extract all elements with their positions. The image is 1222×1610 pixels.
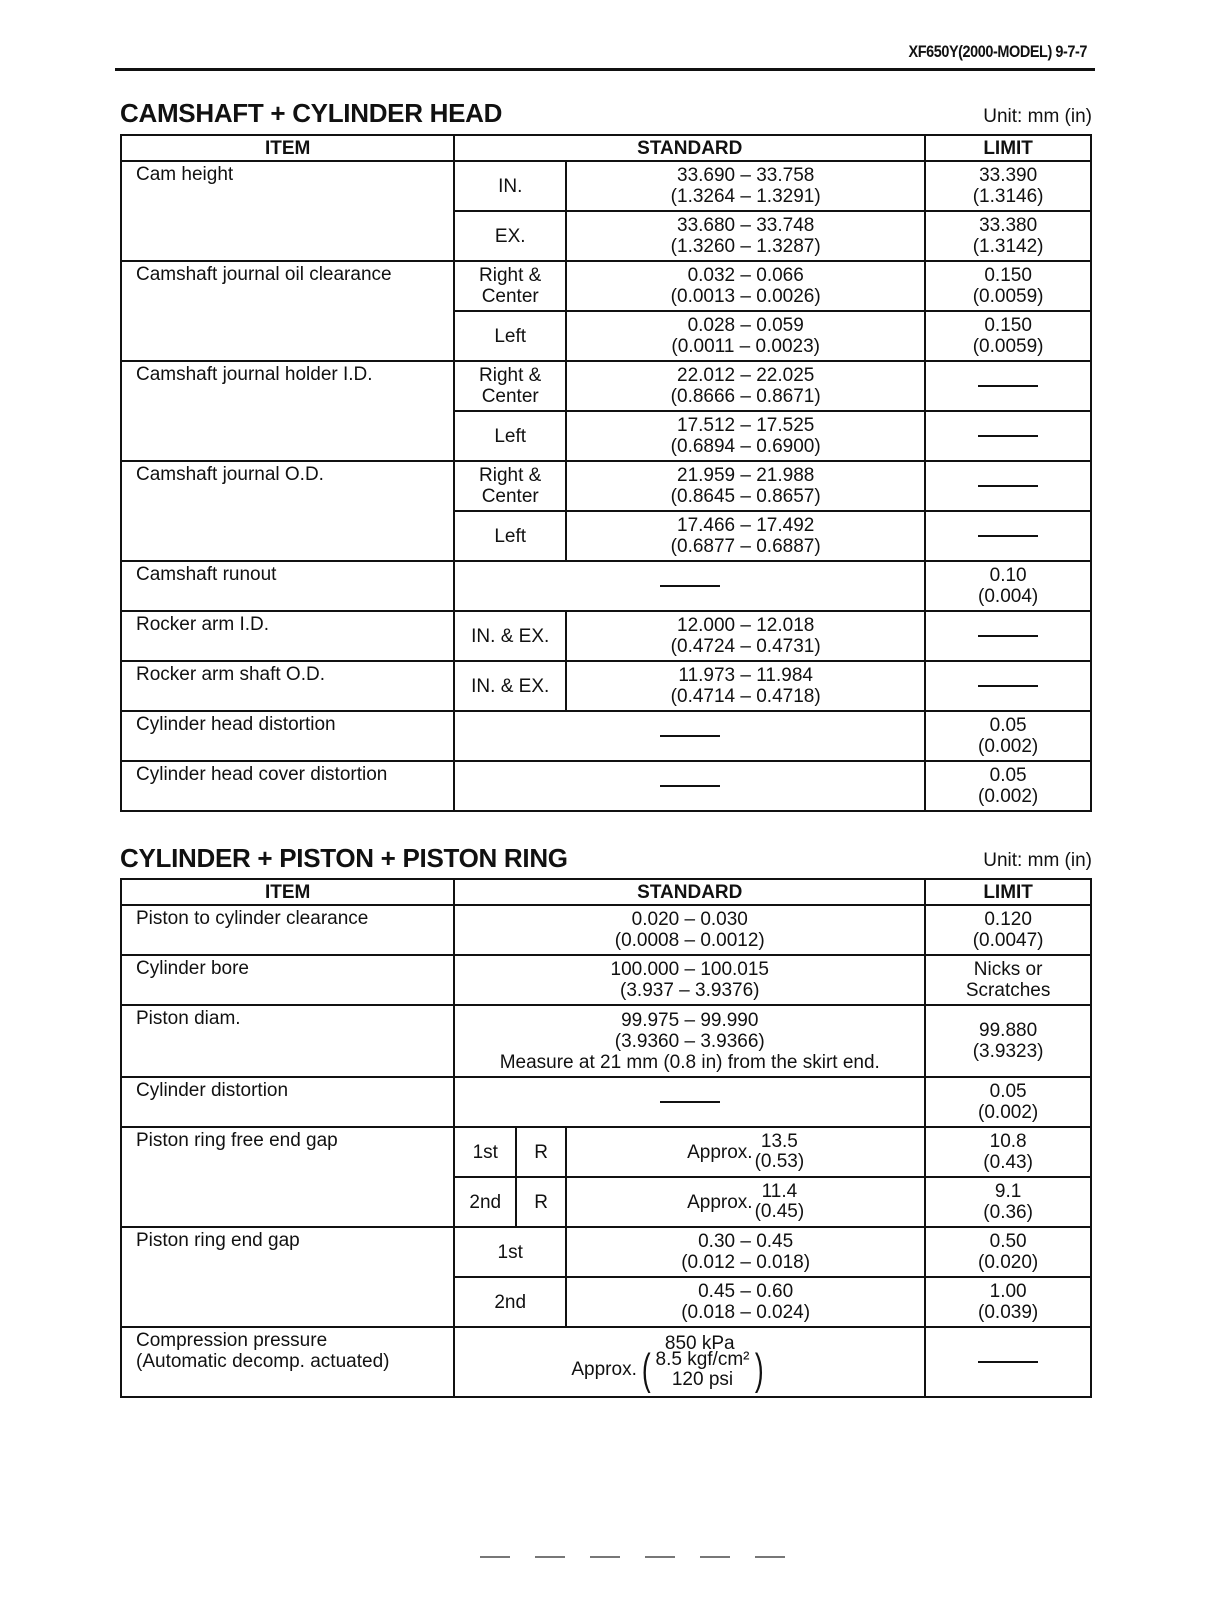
row-limit: 0.10 (0.004) <box>925 561 1091 611</box>
row-condition: Right & Center <box>454 261 566 311</box>
column-header-standard: STANDARD <box>454 879 925 905</box>
row-item: Piston to cylinder clearance <box>121 905 454 955</box>
row-standard-none <box>454 711 925 761</box>
row-standard-none <box>454 561 925 611</box>
row-standard: Approx. 13.5 (0.53) <box>566 1127 925 1177</box>
row-limit-none <box>925 1327 1091 1397</box>
row-condition: Right & Center <box>454 461 566 511</box>
cylinder-section-title: CYLINDER + PISTON + PISTON RING <box>120 843 568 873</box>
close-paren-glyph: ) <box>754 1344 764 1394</box>
no-limit-dash <box>978 385 1038 387</box>
row-limit-none <box>925 661 1091 711</box>
row-item: Cylinder bore <box>121 955 454 1005</box>
row-limit: 0.05 (0.002) <box>925 711 1091 761</box>
page-header-text: XF650Y(2000-MODEL) 9-7-7 <box>908 42 1087 61</box>
row-limit: 33.390 (1.3146) <box>925 161 1091 211</box>
no-limit-dash <box>978 485 1038 487</box>
table-row <box>121 905 1091 955</box>
row-limit: 0.05 (0.002) <box>925 761 1091 811</box>
row-item: Piston ring end gap <box>121 1227 454 1327</box>
table-header-row <box>121 135 1091 161</box>
row-standard: 100.000 – 100.015 (3.937 – 3.9376) <box>454 955 925 1005</box>
table-row <box>121 1077 1091 1127</box>
no-standard-dash <box>660 735 720 737</box>
no-limit-dash <box>978 685 1038 687</box>
row-standard: 0.032 – 0.066 (0.0013 – 0.0026) <box>566 261 925 311</box>
no-standard-dash <box>660 785 720 787</box>
table-row <box>121 1227 1091 1277</box>
row-standard: 17.466 – 17.492 (0.6877 – 0.6887) <box>566 511 925 561</box>
no-standard-dash <box>660 1101 720 1103</box>
table-row <box>121 561 1091 611</box>
page-header <box>115 40 1095 71</box>
row-standard: 12.000 – 12.018 (0.4724 – 0.4731) <box>566 611 925 661</box>
row-limit: 9.1 (0.36) <box>925 1177 1091 1227</box>
ring-type: R <box>516 1177 566 1227</box>
row-standard: 21.959 – 21.988 (0.8645 – 0.8657) <box>566 461 925 511</box>
camshaft-spec-table <box>120 134 1092 812</box>
compression-kpa: 850 kPa <box>664 1332 735 1354</box>
compression-approx-label: Approx. <box>571 1359 637 1380</box>
row-item: Cam height <box>121 161 454 261</box>
table-row <box>121 1005 1091 1077</box>
row-item: Camshaft journal O.D. <box>121 461 454 561</box>
column-header-item: ITEM <box>121 879 454 905</box>
row-limit: Nicks or Scratches <box>925 955 1091 1005</box>
row-condition: Right & Center <box>454 361 566 411</box>
ring-number: 2nd <box>454 1177 516 1227</box>
no-limit-dash <box>978 635 1038 637</box>
table-row <box>121 1327 1091 1397</box>
column-header-item: ITEM <box>121 135 454 161</box>
column-header-standard: STANDARD <box>454 135 925 161</box>
table-row <box>121 261 1091 311</box>
row-limit: 0.05 (0.002) <box>925 1077 1091 1127</box>
row-standard: 99.975 – 99.990 (3.9360 – 3.9366) Measure at 21 mm (0.8 in) from the skirt end. <box>454 1005 925 1077</box>
row-condition: Left <box>454 511 566 561</box>
row-standard: 17.512 – 17.525 (0.6894 – 0.6900) <box>566 411 925 461</box>
row-standard: 0.028 – 0.059 (0.0011 – 0.0023) <box>566 311 925 361</box>
no-limit-dash <box>978 1361 1038 1363</box>
cylinder-spec-table <box>120 878 1092 1398</box>
no-limit-dash <box>978 535 1038 537</box>
row-item: Rocker arm shaft O.D. <box>121 661 454 711</box>
row-standard: 850 kPa Approx. ( 8.5 kgf/cm² 120 psi ) <box>454 1327 925 1397</box>
row-limit: 0.150 (0.0059) <box>925 311 1091 361</box>
row-standard-none <box>454 1077 925 1127</box>
no-standard-dash <box>660 585 720 587</box>
table-row <box>121 461 1091 511</box>
row-limit: 99.880 (3.9323) <box>925 1005 1091 1077</box>
row-item: Cylinder head distortion <box>121 711 454 761</box>
table-header-row <box>121 879 1091 905</box>
row-limit: 0.120 (0.0047) <box>925 905 1091 955</box>
ring-type: R <box>516 1127 566 1177</box>
ring-number: 2nd <box>454 1277 566 1327</box>
row-item: Piston ring free end gap <box>121 1127 454 1227</box>
row-standard: 0.45 – 0.60 (0.018 – 0.024) <box>566 1277 925 1327</box>
row-item: Cylinder head cover distortion <box>121 761 454 811</box>
table-row <box>121 1127 1091 1177</box>
camshaft-section-title: CAMSHAFT + CYLINDER HEAD <box>120 98 503 128</box>
row-item: Rocker arm I.D. <box>121 611 454 661</box>
row-condition: EX. <box>454 211 566 261</box>
row-limit-none <box>925 511 1091 561</box>
row-item: Cylinder distortion <box>121 1077 454 1127</box>
ring-number: 1st <box>454 1127 516 1177</box>
row-item: Camshaft journal oil clearance <box>121 261 454 361</box>
camshaft-unit-label: Unit: mm (in) <box>983 106 1092 127</box>
row-standard: Approx. 11.4 (0.45) <box>566 1177 925 1227</box>
row-standard: 22.012 – 22.025 (0.8666 – 0.8671) <box>566 361 925 411</box>
row-condition: IN. & EX. <box>454 661 566 711</box>
table-row <box>121 161 1091 211</box>
row-standard: 33.680 – 33.748 (1.3260 – 1.3287) <box>566 211 925 261</box>
row-standard: 0.30 – 0.45 (0.012 – 0.018) <box>566 1227 925 1277</box>
row-limit: 0.50 (0.020) <box>925 1227 1091 1277</box>
row-item: Piston diam. <box>121 1005 454 1077</box>
row-limit: 1.00 (0.039) <box>925 1277 1091 1327</box>
row-limit-none <box>925 361 1091 411</box>
row-item: Compression pressure (Automatic decomp. actuated) <box>121 1327 454 1397</box>
row-limit: 10.8 (0.43) <box>925 1127 1091 1177</box>
table-row <box>121 955 1091 1005</box>
column-header-limit: LIMIT <box>925 135 1091 161</box>
column-header-limit: LIMIT <box>925 879 1091 905</box>
row-standard: 0.020 – 0.030 (0.0008 – 0.0012) <box>454 905 925 955</box>
row-limit-none <box>925 611 1091 661</box>
table-row <box>121 711 1091 761</box>
row-item: Camshaft runout <box>121 561 454 611</box>
ring-number: 1st <box>454 1227 566 1277</box>
row-limit-none <box>925 461 1091 511</box>
row-limit-none <box>925 411 1091 461</box>
table-row <box>121 761 1091 811</box>
open-paren-glyph: ( <box>641 1344 651 1394</box>
no-limit-dash <box>978 435 1038 437</box>
table-row <box>121 661 1091 711</box>
row-condition: Left <box>454 411 566 461</box>
row-condition: IN. <box>454 161 566 211</box>
row-item: Camshaft journal holder I.D. <box>121 361 454 461</box>
row-condition: IN. & EX. <box>454 611 566 661</box>
table-row <box>121 361 1091 411</box>
cylinder-unit-label: Unit: mm (in) <box>983 850 1092 871</box>
row-standard-none <box>454 761 925 811</box>
table-row <box>121 611 1091 661</box>
row-limit: 33.380 (1.3142) <box>925 211 1091 261</box>
row-standard: 33.690 – 33.758 (1.3264 – 1.3291) <box>566 161 925 211</box>
row-standard: 11.973 – 11.984 (0.4714 – 0.4718) <box>566 661 925 711</box>
row-condition: Left <box>454 311 566 361</box>
row-limit: 0.150 (0.0059) <box>925 261 1091 311</box>
